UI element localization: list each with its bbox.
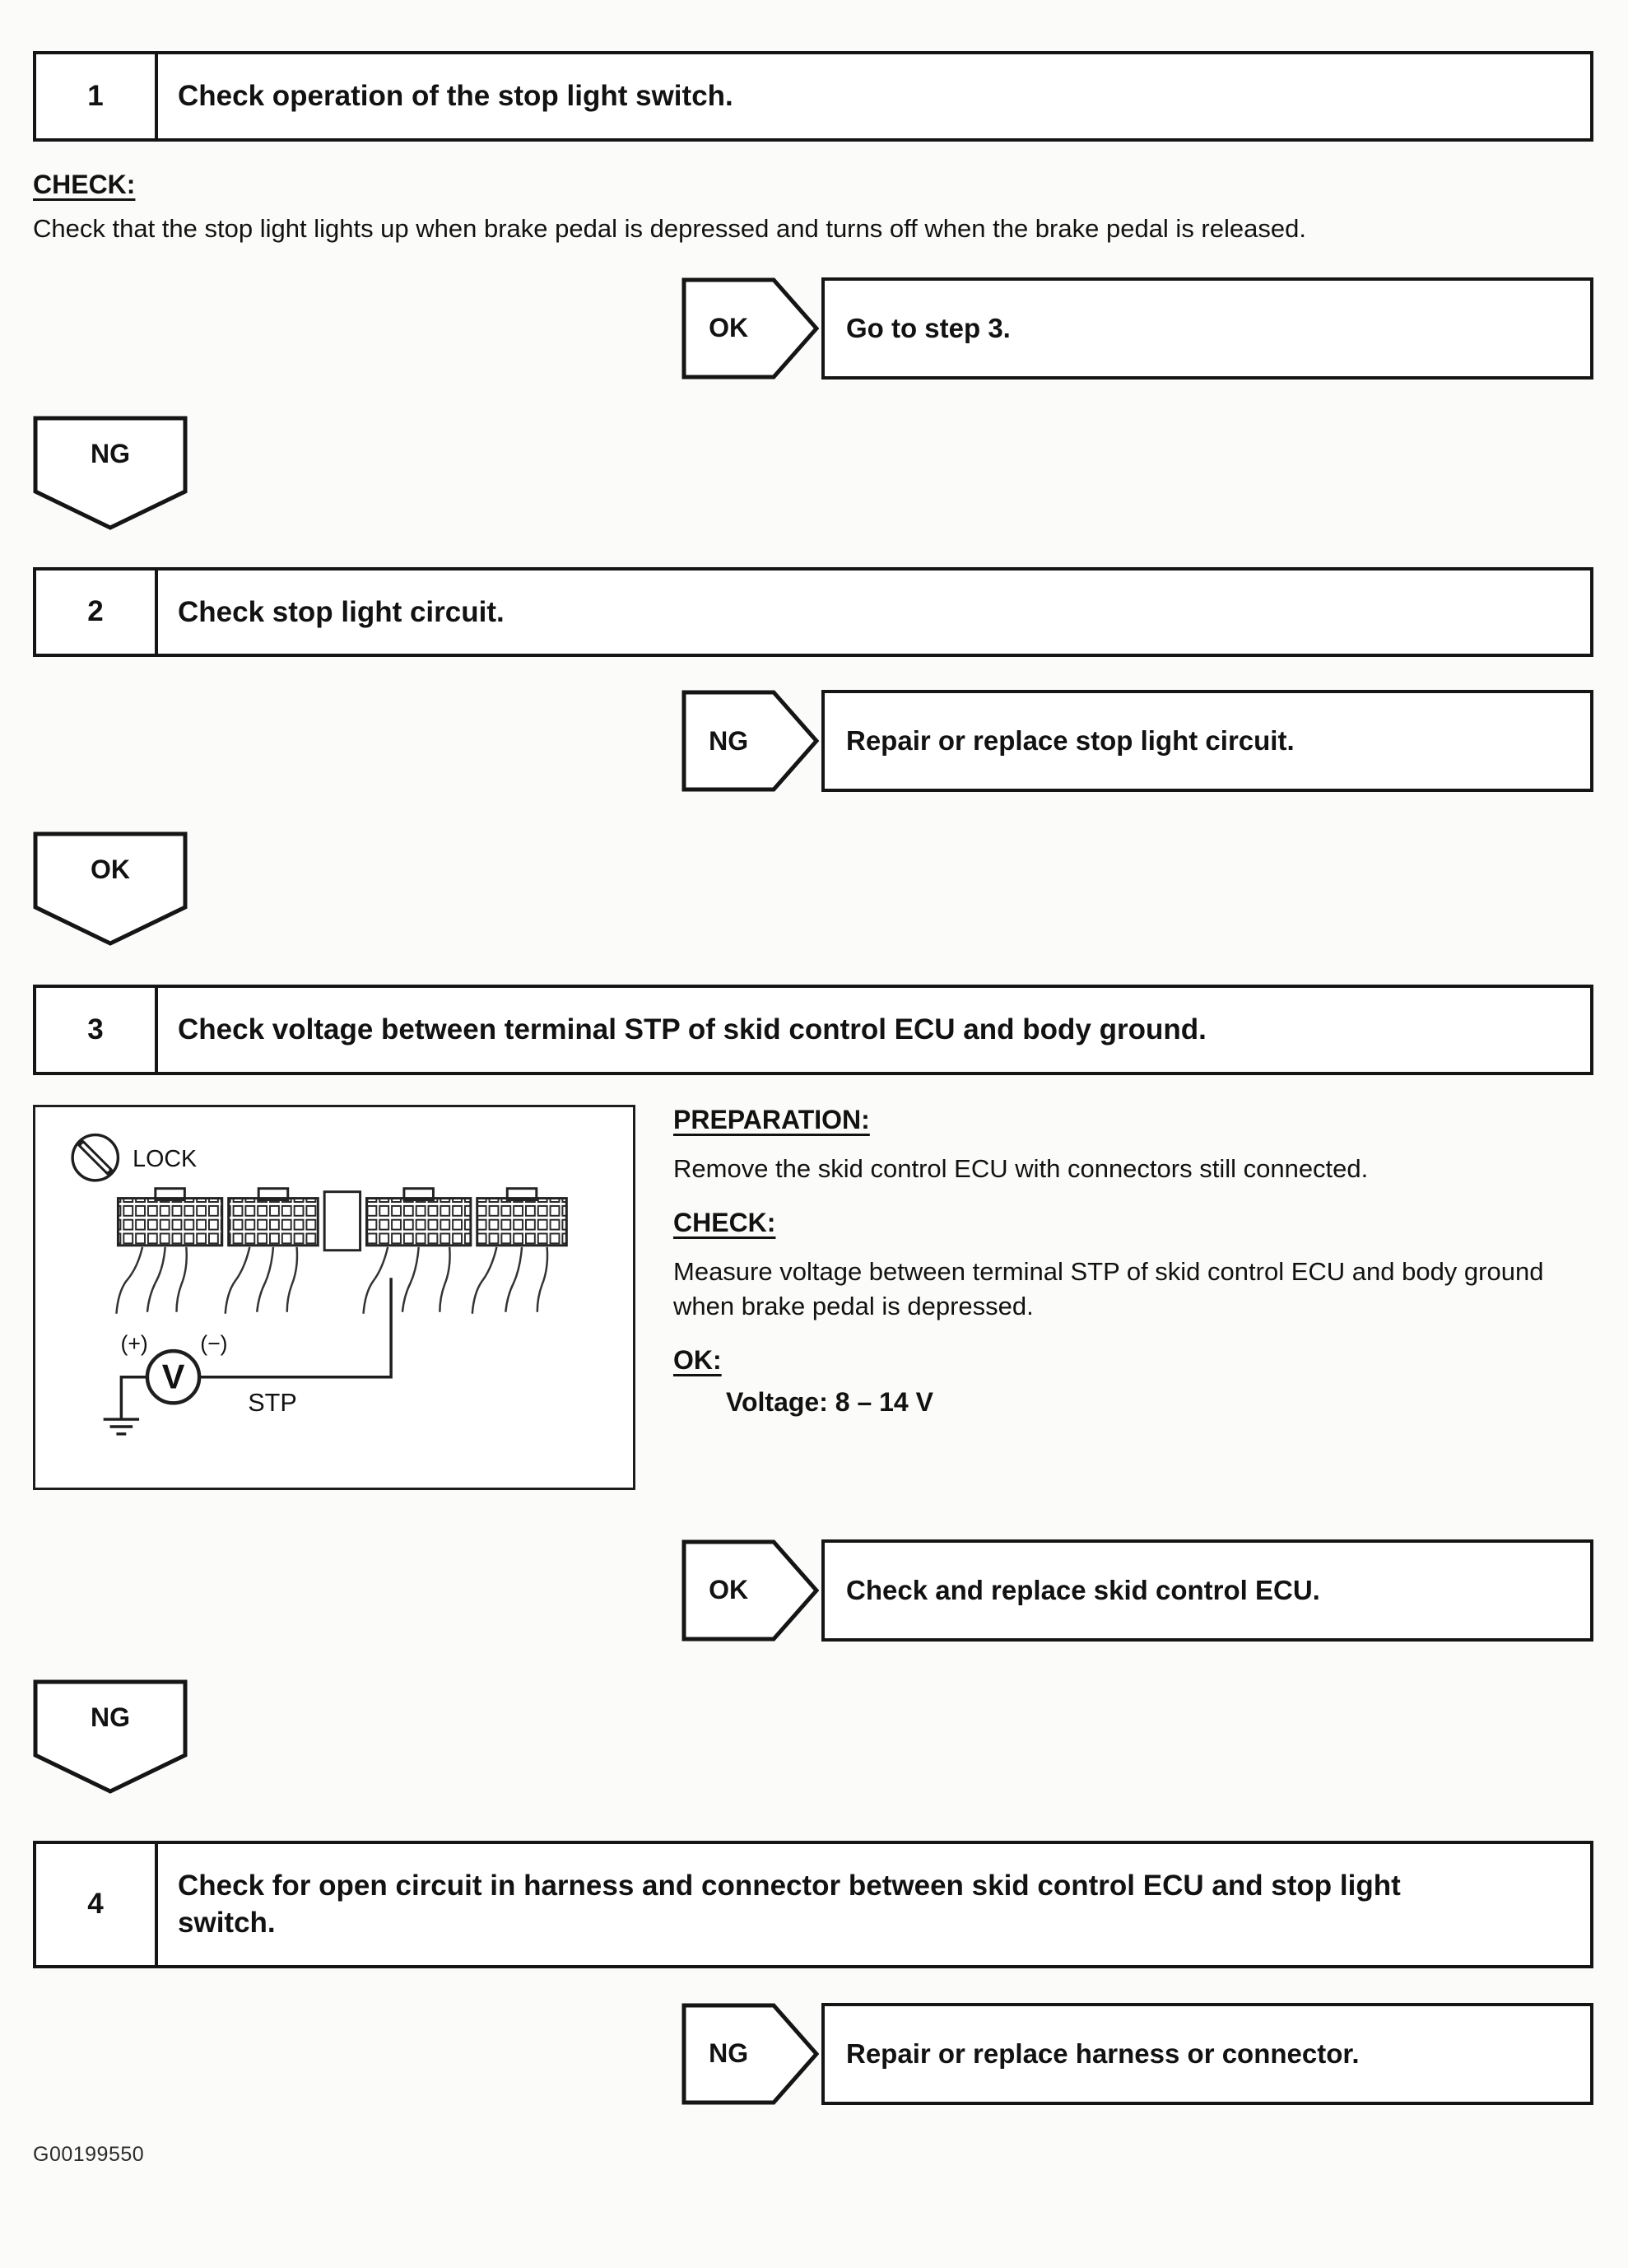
step-2-ng-branch: [681, 690, 1593, 792]
action-repair-harness-or-connector: Repair or replace harness or connector.: [821, 2003, 1593, 2105]
step-1-title: Check operation of the stop light switch.: [178, 80, 733, 112]
step-4-box: [33, 1841, 1593, 1968]
ng-chevron-label: NG: [709, 725, 749, 756]
ng-chevron-label: NG: [709, 2038, 749, 2069]
step-1-number: 1: [36, 54, 158, 138]
stp-terminal-label: STP: [248, 1388, 297, 1417]
down-flag-shape: [33, 831, 188, 947]
preparation-heading: PREPARATION:: [673, 1104, 870, 1134]
minus-terminal-label: (−): [200, 1330, 228, 1356]
ng-flag-label: NG: [91, 438, 130, 468]
step-3-ok-branch: [681, 1539, 1593, 1642]
step-3-box: [33, 985, 1593, 1075]
connector-blocks: [118, 1188, 566, 1250]
ecu-connector-diagram: [33, 1105, 635, 1490]
ok-flag-label: OK: [91, 855, 130, 885]
step-3-ng-flag: [33, 1679, 188, 1795]
step-3-check-text: Measure voltage between terminal STP of skid control ECU and body ground when brake pedal is depressed.: [673, 1256, 1544, 1320]
step-2-box: [33, 567, 1593, 658]
step-1-ok-branch: [681, 277, 1593, 380]
step-3-number: 3: [36, 988, 158, 1072]
step-3-check-heading: CHECK:: [673, 1207, 776, 1237]
figure-id: G00199550: [33, 2142, 145, 2166]
step-2-title: Check stop light circuit.: [178, 595, 505, 628]
step-3-title: Check voltage between terminal STP of skid control ECU and body ground.: [178, 1013, 1207, 1046]
preparation-text: Remove the skid control ECU with connectors still connected.: [673, 1153, 1369, 1183]
step-4-title: Check for open circuit in harness and connector between skid control ECU and stop light switch.: [178, 1869, 1401, 1940]
ground-icon: [104, 1419, 139, 1434]
step-1-check-text: Check that the stop light lights up when brake pedal is depressed and turns off when the brake pedal is released.: [33, 213, 1306, 243]
step-2-ok-flag: [33, 831, 188, 947]
step-3-instructions: [673, 1105, 1593, 1490]
lock-label: LOCK: [133, 1145, 198, 1172]
step-4-number: 4: [36, 1844, 158, 1965]
ng-flag-label: NG: [91, 1702, 130, 1732]
wire-bundles: [116, 1246, 547, 1313]
voltage-spec: Voltage: 8 – 14 V: [726, 1387, 933, 1418]
action-go-to-step-3: Go to step 3.: [821, 277, 1593, 380]
step-1-check-heading: CHECK:: [33, 169, 136, 199]
down-flag-shape: [33, 416, 188, 531]
ng-chevron-icon: [681, 2003, 820, 2105]
ok-chevron-label: OK: [709, 313, 749, 343]
ok-chevron-icon: [681, 1539, 820, 1642]
ok-chevron-icon: [681, 277, 820, 380]
down-flag-shape: [33, 1679, 188, 1795]
action-repair-stop-light-circuit: Repair or replace stop light circuit.: [821, 690, 1593, 792]
step-4-ng-branch: [681, 2003, 1593, 2105]
ok-spec-heading: OK:: [673, 1345, 722, 1376]
step-2-number: 2: [36, 570, 158, 654]
ecu-diagram-drawing: [35, 1107, 633, 1488]
plus-terminal-label: (+): [120, 1330, 148, 1356]
ng-chevron-icon: [681, 690, 820, 792]
step-1-ng-flag: [33, 416, 188, 531]
lock-icon: [72, 1134, 118, 1180]
ok-chevron-label: OK: [709, 1575, 749, 1605]
voltmeter-label: V: [161, 1357, 185, 1396]
action-replace-skid-control-ecu: Check and replace skid control ECU.: [821, 1539, 1593, 1642]
step-1-box: [33, 51, 1593, 142]
